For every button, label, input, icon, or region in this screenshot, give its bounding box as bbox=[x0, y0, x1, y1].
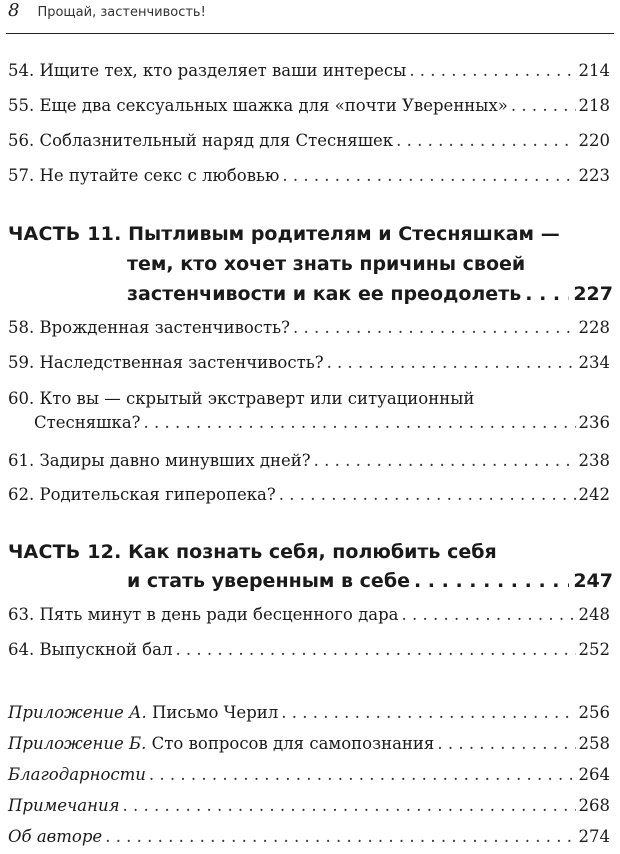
toc-entry bbox=[8, 605, 610, 624]
toc-entry bbox=[8, 485, 610, 504]
toc-entry-title: Сто вопросов для самопознания bbox=[151, 734, 435, 753]
toc-entry-page: 258 bbox=[578, 734, 610, 753]
dot-leader bbox=[144, 413, 576, 432]
toc-entry bbox=[8, 353, 610, 372]
dot-leader bbox=[511, 96, 576, 115]
toc-entry bbox=[8, 734, 610, 753]
dot-leader bbox=[327, 353, 576, 372]
part-heading bbox=[8, 537, 613, 597]
part-page: 247 bbox=[573, 570, 613, 592]
page-number: 8 bbox=[8, 0, 20, 21]
toc-entry-page: 236 bbox=[578, 413, 610, 432]
toc-entry-page: 274 bbox=[578, 827, 610, 846]
dot-leader bbox=[279, 485, 576, 504]
dot-leader bbox=[175, 640, 575, 659]
toc-entry-page: 238 bbox=[578, 451, 610, 470]
toc-entry-title: 60. Кто вы — скрытый экстраверт или ситуационный bbox=[8, 389, 475, 408]
toc-entry-title: 57. Не путайте секс с любовью bbox=[8, 166, 280, 185]
part-title-line: застенчивости и как ее преодолеть bbox=[127, 283, 522, 305]
toc-entry-italic: Приложение Б. bbox=[8, 734, 147, 753]
toc-entry-page: 264 bbox=[578, 765, 610, 784]
dot-leader bbox=[282, 166, 575, 185]
part-page: 227 bbox=[573, 283, 613, 305]
toc-entry-page: 218 bbox=[578, 96, 610, 115]
toc-entry-title: 61. Задиры давно минувших дней? bbox=[8, 451, 311, 470]
toc-entry bbox=[8, 166, 610, 185]
part-title-line: тем, кто хочет знать причины своей bbox=[127, 253, 526, 275]
toc-entry bbox=[8, 451, 610, 470]
dot-leader bbox=[281, 703, 575, 722]
toc-entry-first-line bbox=[8, 389, 610, 408]
toc-entry-title: 63. Пять минут в день ради бесценного дара bbox=[8, 605, 399, 624]
toc-entry bbox=[8, 703, 610, 722]
dot-leader bbox=[525, 283, 569, 305]
part-heading bbox=[8, 219, 613, 309]
toc-entry-title: 59. Наследственная застенчивость? bbox=[8, 353, 324, 372]
toc-entry bbox=[8, 796, 610, 815]
toc-entry bbox=[8, 61, 610, 80]
part-title-line: Пытливым родителям и Стесняшкам — bbox=[128, 223, 560, 245]
toc-entry-page: 248 bbox=[578, 605, 610, 624]
toc-entry bbox=[8, 765, 610, 784]
toc-entry-page: 220 bbox=[578, 131, 610, 150]
toc-entry-italic: Благодарности bbox=[8, 765, 146, 784]
toc-entry-title: 64. Выпускной бал bbox=[8, 640, 173, 659]
toc-entry bbox=[8, 318, 610, 337]
toc-entry-page: 252 bbox=[578, 640, 610, 659]
part-title-line: Как познать себя, полюбить себя bbox=[128, 541, 497, 563]
part-label: ЧАСТЬ 12. bbox=[8, 541, 122, 563]
dot-leader bbox=[149, 765, 576, 784]
dot-leader bbox=[402, 605, 576, 624]
toc-entry-italic: Приложение А. bbox=[8, 703, 147, 722]
toc-entry-title: 62. Родительская гиперопека? bbox=[8, 485, 276, 504]
toc-entry-title: 54. Ищите тех, кто разделяет ваши интересы bbox=[8, 61, 407, 80]
page-header bbox=[8, 0, 206, 26]
toc-entry-page: 223 bbox=[578, 166, 610, 185]
dot-leader bbox=[396, 131, 575, 150]
toc-entry-page: 242 bbox=[578, 485, 610, 504]
toc-entry-page: 256 bbox=[578, 703, 610, 722]
toc-entry-page: 214 bbox=[578, 61, 610, 80]
dot-leader bbox=[123, 796, 576, 815]
toc-entry-page: 228 bbox=[578, 318, 610, 337]
toc-entry bbox=[34, 413, 610, 432]
toc-entry-title: 55. Еще два сексуальных шажка для «почти Уверенных» bbox=[8, 96, 508, 115]
toc-entry-page: 234 bbox=[578, 353, 610, 372]
toc-entry-italic: Примечания bbox=[8, 796, 120, 815]
dot-leader bbox=[293, 318, 576, 337]
part-label: ЧАСТЬ 11. bbox=[8, 223, 122, 245]
toc-entry bbox=[8, 640, 610, 659]
toc-entry bbox=[8, 96, 610, 115]
toc-entry-italic: Об авторе bbox=[8, 827, 103, 846]
toc-entry-title: Стесняшка? bbox=[34, 413, 141, 432]
toc-entry-title: Письмо Черил bbox=[152, 703, 279, 722]
toc-entry-title: 56. Соблазнительный наряд для Стесняшек bbox=[8, 131, 394, 150]
toc-entry bbox=[8, 827, 610, 846]
dot-leader bbox=[314, 451, 576, 470]
dot-leader bbox=[437, 734, 575, 753]
header-rule bbox=[6, 33, 614, 34]
dot-leader bbox=[409, 61, 575, 80]
dot-leader bbox=[105, 827, 575, 846]
toc-entry bbox=[8, 131, 610, 150]
toc-entry-page: 268 bbox=[578, 796, 610, 815]
part-title-line: и стать уверенным в себе bbox=[127, 570, 410, 592]
running-title: Прощай, застенчивость! bbox=[37, 5, 206, 20]
toc-entry-title: 58. Врожденная застенчивость? bbox=[8, 318, 290, 337]
dot-leader bbox=[414, 570, 569, 592]
